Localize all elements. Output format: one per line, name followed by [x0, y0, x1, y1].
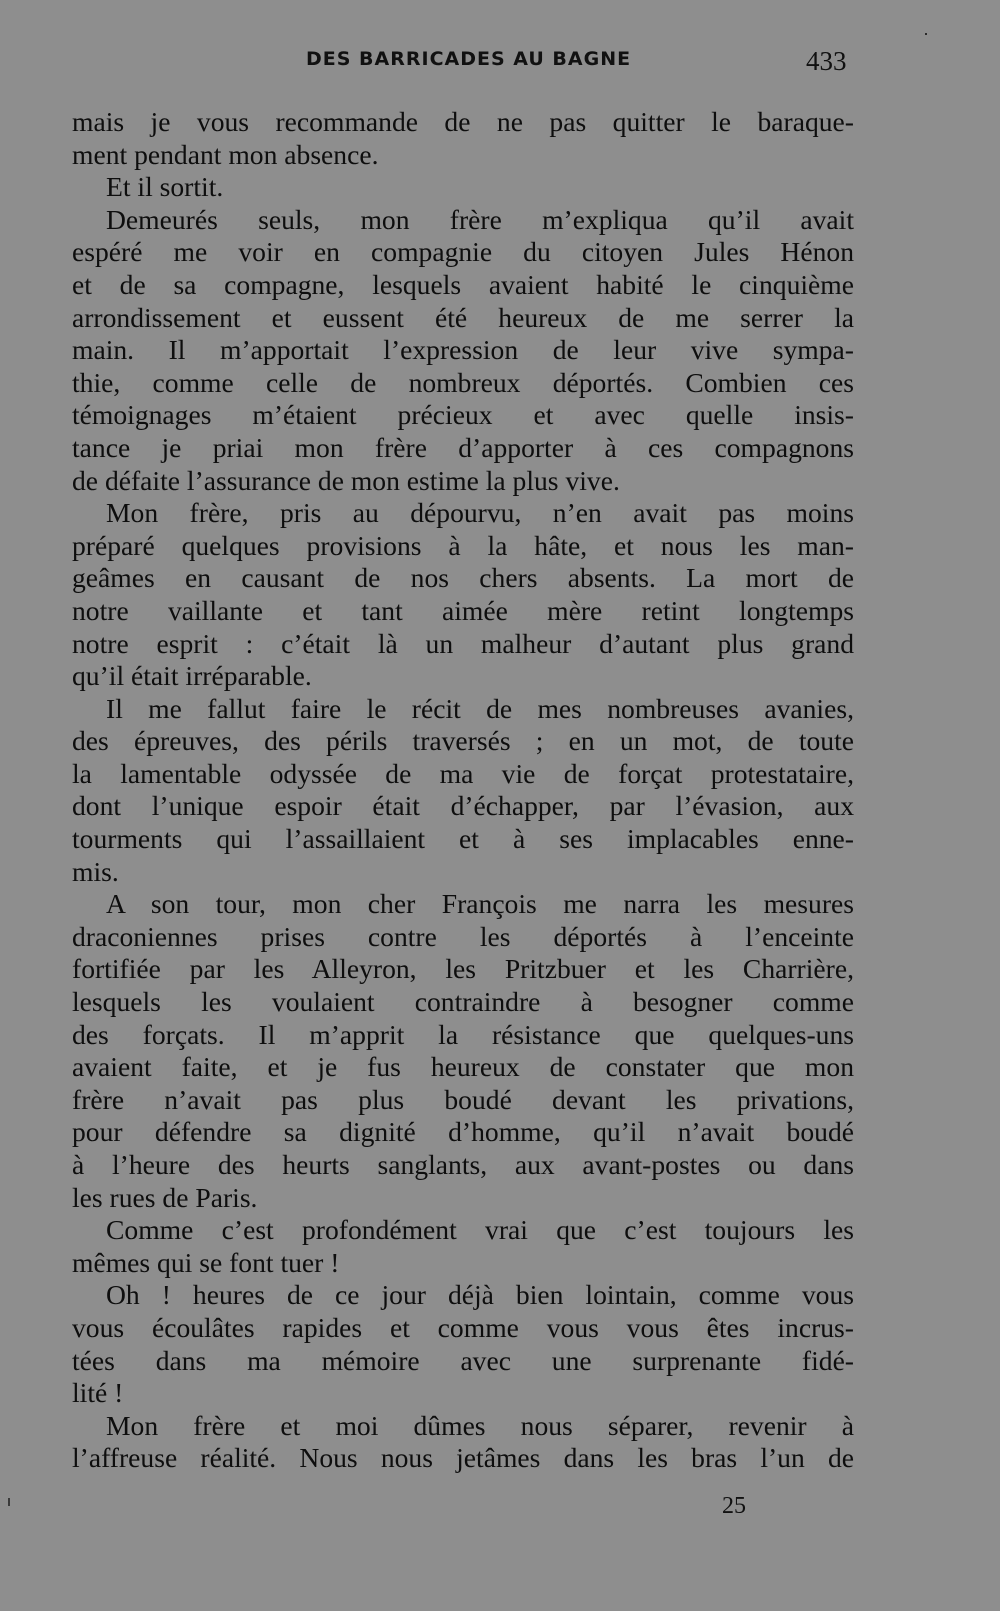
text-line: Il me fallut faire le récit de mes nombreuses avanies, [106, 692, 854, 724]
text-line: vous écoulâtes rapides et comme vous vous êtes incrus- [72, 1311, 854, 1343]
text-line: Oh ! heures de ce jour déjà bien lointain, comme vous [106, 1279, 854, 1311]
text-line: la lamentable odyssée de ma vie de forçat protestataire, [72, 757, 854, 789]
text-line: qu’il était irréparable. [72, 660, 312, 692]
text-line: ment pendant mon absence. [72, 138, 379, 170]
text-line: A son tour, mon cher François me narra les mesures [106, 888, 854, 920]
text-line: préparé quelques provisions à la hâte, et nous les man- [72, 529, 854, 561]
text-line: espéré me voir en compagnie du citoyen Jules Hénon [72, 236, 854, 268]
text-line: mais je vous recommande de ne pas quitter le baraque- [72, 106, 854, 137]
scan-speck [925, 33, 927, 35]
text-line: à l’heure des heurts sanglants, aux avant-postes ou dans [72, 1149, 854, 1180]
text-line: tées dans ma mémoire avec une surprenante fidé- [72, 1344, 854, 1376]
text-line: avaient faite, et je fus heureux de constater que mon [72, 1051, 854, 1083]
text-line: lesquels les voulaient contraindre à besogner comme [72, 986, 854, 1018]
text-line: des épreuves, des périls traversés ; en un mot, de toute [72, 725, 854, 757]
page-number: 433 [806, 46, 847, 76]
body-text [72, 106, 854, 1475]
text-line: Comme c’est profondément vrai que c’est toujours les [106, 1214, 854, 1246]
text-line: des forçats. Il m’apprit la résistance que quelques-uns [72, 1018, 854, 1050]
scan-speck [8, 1498, 10, 1506]
text-line: lité ! [72, 1377, 124, 1409]
text-line: Demeurés seuls, mon frère m’expliqua qu’il avait [106, 203, 854, 235]
text-line: Et il sortit. [106, 171, 224, 203]
text-line: témoignages m’étaient précieux et avec quelle insis- [72, 399, 854, 431]
text-line: mis. [72, 855, 119, 887]
text-line: notre vaillante et tant aimée mère retint longtemps [72, 594, 854, 626]
text-line: tance je priai mon frère d’apporter à ces compagnons [72, 431, 854, 463]
text-line: pour défendre sa dignité d’homme, qu’il n’avait boudé [72, 1116, 854, 1148]
text-line: main. Il m’apportait l’expression de leur vive sympa- [72, 334, 854, 366]
text-line: Mon frère, pris au dépourvu, n’en avait pas moins [106, 497, 854, 529]
text-line: draconiennes prises contre les déportés à l’enceinte [72, 920, 854, 952]
text-line: geâmes en causant de nos chers absents. La mort de [72, 562, 854, 594]
text-line: mêmes qui se font tuer ! [72, 1246, 340, 1278]
running-head [0, 46, 1000, 76]
text-line: Mon frère et moi dûmes nous séparer, revenir à [106, 1409, 854, 1441]
text-line: frère n’avait pas plus boudé devant les privations, [72, 1083, 854, 1115]
text-line: dont l’unique espoir était d’échapper, par l’évasion, aux [72, 790, 854, 822]
text-line: de défaite l’assurance de mon estime la plus vive. [72, 464, 620, 496]
text-line: les rues de Paris. [72, 1181, 258, 1213]
signature-mark: 25 [722, 1493, 746, 1519]
running-title: DES BARRICADES AU BAGNE [306, 48, 632, 70]
text-line: thie, comme celle de nombreux déportés. Combien ces [72, 366, 854, 398]
text-line: arrondissement et eussent été heureux de me serrer la [72, 301, 854, 333]
text-line: l’affreuse réalité. Nous nous jetâmes dans les bras l’un de [72, 1442, 854, 1474]
text-line: notre esprit : c’était là un malheur d’autant plus grand [72, 627, 854, 659]
text-line: fortifiée par les Alleyron, les Pritzbuer et les Charrière, [72, 953, 854, 985]
text-line: tourments qui l’assaillaient et à ses implacables enne- [72, 823, 854, 855]
text-line: et de sa compagne, lesquels avaient habité le cinquième [72, 268, 854, 300]
